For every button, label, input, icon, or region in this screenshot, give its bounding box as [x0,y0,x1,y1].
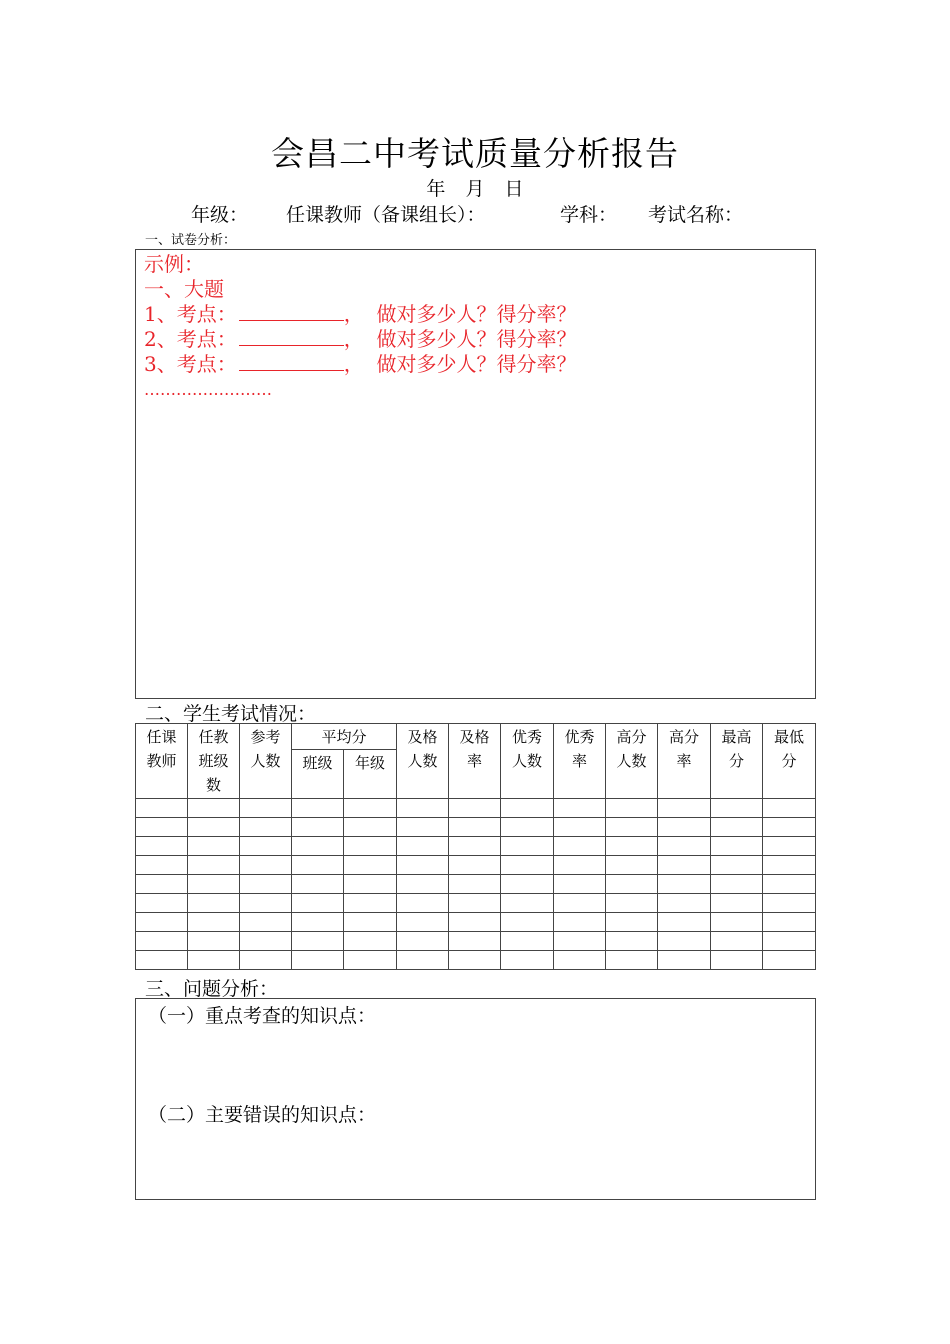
table-cell[interactable] [711,932,763,951]
table-row [136,932,816,951]
table-cell[interactable] [397,932,449,951]
table-cell[interactable] [188,932,240,951]
table-cell[interactable] [397,875,449,894]
table-body [136,799,816,970]
grade-label: 年级： [191,204,249,226]
table-cell[interactable] [136,799,188,818]
table-cell[interactable] [711,837,763,856]
table-cell[interactable] [711,951,763,970]
table-cell[interactable] [344,856,397,875]
table-cell[interactable] [188,856,240,875]
table-cell[interactable] [449,913,501,932]
table-cell[interactable] [606,913,658,932]
table-cell[interactable] [606,799,658,818]
table-cell[interactable] [292,875,344,894]
header-participants: 参考 人数 [240,724,292,799]
table-cell[interactable] [554,932,606,951]
table-cell[interactable] [658,856,711,875]
table-cell[interactable] [344,913,397,932]
table-row [136,875,816,894]
exam-name-label: 考试名称： [648,204,744,226]
table-cell[interactable] [501,951,554,970]
table-cell[interactable] [554,913,606,932]
table-cell[interactable] [292,799,344,818]
example-heading: 示例： [144,252,204,276]
table-cell[interactable] [240,894,292,913]
date-month: 月 [465,178,485,200]
table-cell[interactable] [188,818,240,837]
table-cell[interactable] [606,894,658,913]
table-cell[interactable] [554,837,606,856]
header-classes: 任教 班级 数 [188,724,240,799]
table-row [136,894,816,913]
header-min: 最低 分 [763,724,816,799]
table-cell[interactable] [658,799,711,818]
table-cell[interactable] [449,837,501,856]
table-cell[interactable] [606,818,658,837]
item-tail: ， 做对多少人？得分率？ [343,327,577,351]
header-average: 平均分 [292,724,397,750]
table-cell[interactable] [292,932,344,951]
table-cell[interactable] [501,913,554,932]
table-row [136,913,816,932]
table-cell[interactable] [554,856,606,875]
table-cell[interactable] [344,894,397,913]
table-cell[interactable] [501,894,554,913]
header-max: 最高 分 [711,724,763,799]
table-cell[interactable] [449,875,501,894]
table-cell[interactable] [136,875,188,894]
item-num: 2、考点： [144,327,237,351]
header-pass-count: 及格 人数 [397,724,449,799]
table-cell[interactable] [711,818,763,837]
table-cell[interactable] [240,799,292,818]
table-cell[interactable] [449,799,501,818]
table-row [136,856,816,875]
header-high-rate: 高分 率 [658,724,711,799]
example-item [144,352,815,377]
table-cell[interactable] [136,856,188,875]
header-excellent-rate: 优秀 率 [554,724,606,799]
table-cell[interactable] [763,894,816,913]
table-cell[interactable] [658,837,711,856]
table-cell[interactable] [240,913,292,932]
table-cell[interactable] [763,799,816,818]
table-row [136,818,816,837]
table-cell[interactable] [292,913,344,932]
example-item [144,302,815,327]
table-cell[interactable] [554,875,606,894]
table-cell[interactable] [292,837,344,856]
table-cell[interactable] [763,875,816,894]
example-item [144,327,815,352]
table-cell[interactable] [501,932,554,951]
table-cell[interactable] [711,875,763,894]
table-cell[interactable] [449,932,501,951]
table-cell[interactable] [240,951,292,970]
table-cell[interactable] [711,799,763,818]
table-cell[interactable] [188,875,240,894]
table-cell[interactable] [136,951,188,970]
header-avg-class: 班级 [292,750,344,799]
table-cell[interactable] [606,932,658,951]
paper-analysis-box [135,249,816,699]
header-excellent-count: 优秀 人数 [501,724,554,799]
table-cell[interactable] [136,932,188,951]
table-cell[interactable] [763,913,816,932]
table-cell[interactable] [397,951,449,970]
page-title: 会昌二中考试质量分析报告 [271,134,679,173]
table-cell[interactable] [501,799,554,818]
table-cell[interactable] [188,837,240,856]
table-cell[interactable] [501,818,554,837]
table-cell[interactable] [606,875,658,894]
table-cell[interactable] [711,856,763,875]
table-cell[interactable] [240,837,292,856]
table-cell[interactable] [292,894,344,913]
blank-line [239,327,344,346]
date-day: 日 [504,178,524,200]
table-cell[interactable] [763,951,816,970]
table-cell[interactable] [711,894,763,913]
header-high-count: 高分 人数 [606,724,658,799]
item-tail: ， 做对多少人？得分率？ [343,352,577,376]
table-cell[interactable] [397,799,449,818]
table-cell[interactable] [397,837,449,856]
table-cell[interactable] [606,837,658,856]
table-cell[interactable] [554,818,606,837]
header-avg-grade: 年级 [344,750,397,799]
table-row [136,799,816,818]
table-cell[interactable] [136,913,188,932]
table-cell[interactable] [397,818,449,837]
example-major: 一、大题 [144,277,224,301]
table-cell[interactable] [188,913,240,932]
table-cell[interactable] [344,875,397,894]
date-year: 年 [426,178,446,200]
table-row [136,837,816,856]
section2-heading: 二、学生考试情况： [145,703,317,725]
table-cell[interactable] [658,818,711,837]
stats-table [135,723,816,970]
table-cell[interactable] [136,837,188,856]
table-cell[interactable] [449,818,501,837]
item-num: 3、考点： [144,352,237,376]
table-cell[interactable] [397,913,449,932]
header-teacher: 任课 教师 [136,724,188,799]
table-cell[interactable] [136,818,188,837]
header-pass-rate: 及格 率 [449,724,501,799]
error-knowledge-label: （二）主要错误的知识点： [148,1104,377,1126]
table-cell[interactable] [344,799,397,818]
table-cell[interactable] [449,951,501,970]
blank-line [239,352,344,371]
table-cell[interactable] [449,894,501,913]
table-cell[interactable] [763,856,816,875]
table-cell[interactable] [763,818,816,837]
table-cell[interactable] [292,856,344,875]
section3-heading: 三、问题分析： [145,978,279,1000]
table-cell[interactable] [188,799,240,818]
table-cell[interactable] [554,799,606,818]
focus-knowledge-label: （一）重点考查的知识点： [148,1005,377,1027]
table-cell[interactable] [501,856,554,875]
table-cell[interactable] [344,818,397,837]
table-cell[interactable] [136,894,188,913]
table-cell[interactable] [240,932,292,951]
problem-analysis-box [135,998,816,1200]
table-cell[interactable] [344,951,397,970]
table-cell[interactable] [344,837,397,856]
table-cell[interactable] [501,875,554,894]
table-cell[interactable] [658,875,711,894]
table-cell[interactable] [397,894,449,913]
table-cell[interactable] [554,951,606,970]
table-cell[interactable] [763,932,816,951]
section1-heading: 一、试卷分析： [145,233,237,248]
table-cell[interactable] [240,875,292,894]
teacher-label: 任课教师（备课组长）： [286,204,486,226]
item-num: 1、考点： [144,302,237,326]
table-cell[interactable] [554,894,606,913]
table-cell[interactable] [501,837,554,856]
table-cell[interactable] [292,951,344,970]
item-tail: ， 做对多少人？得分率？ [343,302,577,326]
table-cell[interactable] [658,894,711,913]
table-cell[interactable] [658,932,711,951]
table-cell[interactable] [449,856,501,875]
table-row [136,951,816,970]
table-cell[interactable] [240,856,292,875]
table-cell[interactable] [188,951,240,970]
subject-label: 学科： [560,204,618,226]
table-cell[interactable] [606,856,658,875]
ellipsis-dots: …………………… [144,380,272,399]
blank-line [239,302,344,321]
table-cell[interactable] [711,913,763,932]
table-cell[interactable] [658,913,711,932]
table-cell[interactable] [397,856,449,875]
report-date [0,174,950,201]
table-cell[interactable] [344,932,397,951]
table-cell[interactable] [188,894,240,913]
table-cell[interactable] [292,818,344,837]
table-cell[interactable] [606,951,658,970]
table-cell[interactable] [763,837,816,856]
table-cell[interactable] [240,818,292,837]
table-cell[interactable] [658,951,711,970]
example-block [136,250,815,402]
